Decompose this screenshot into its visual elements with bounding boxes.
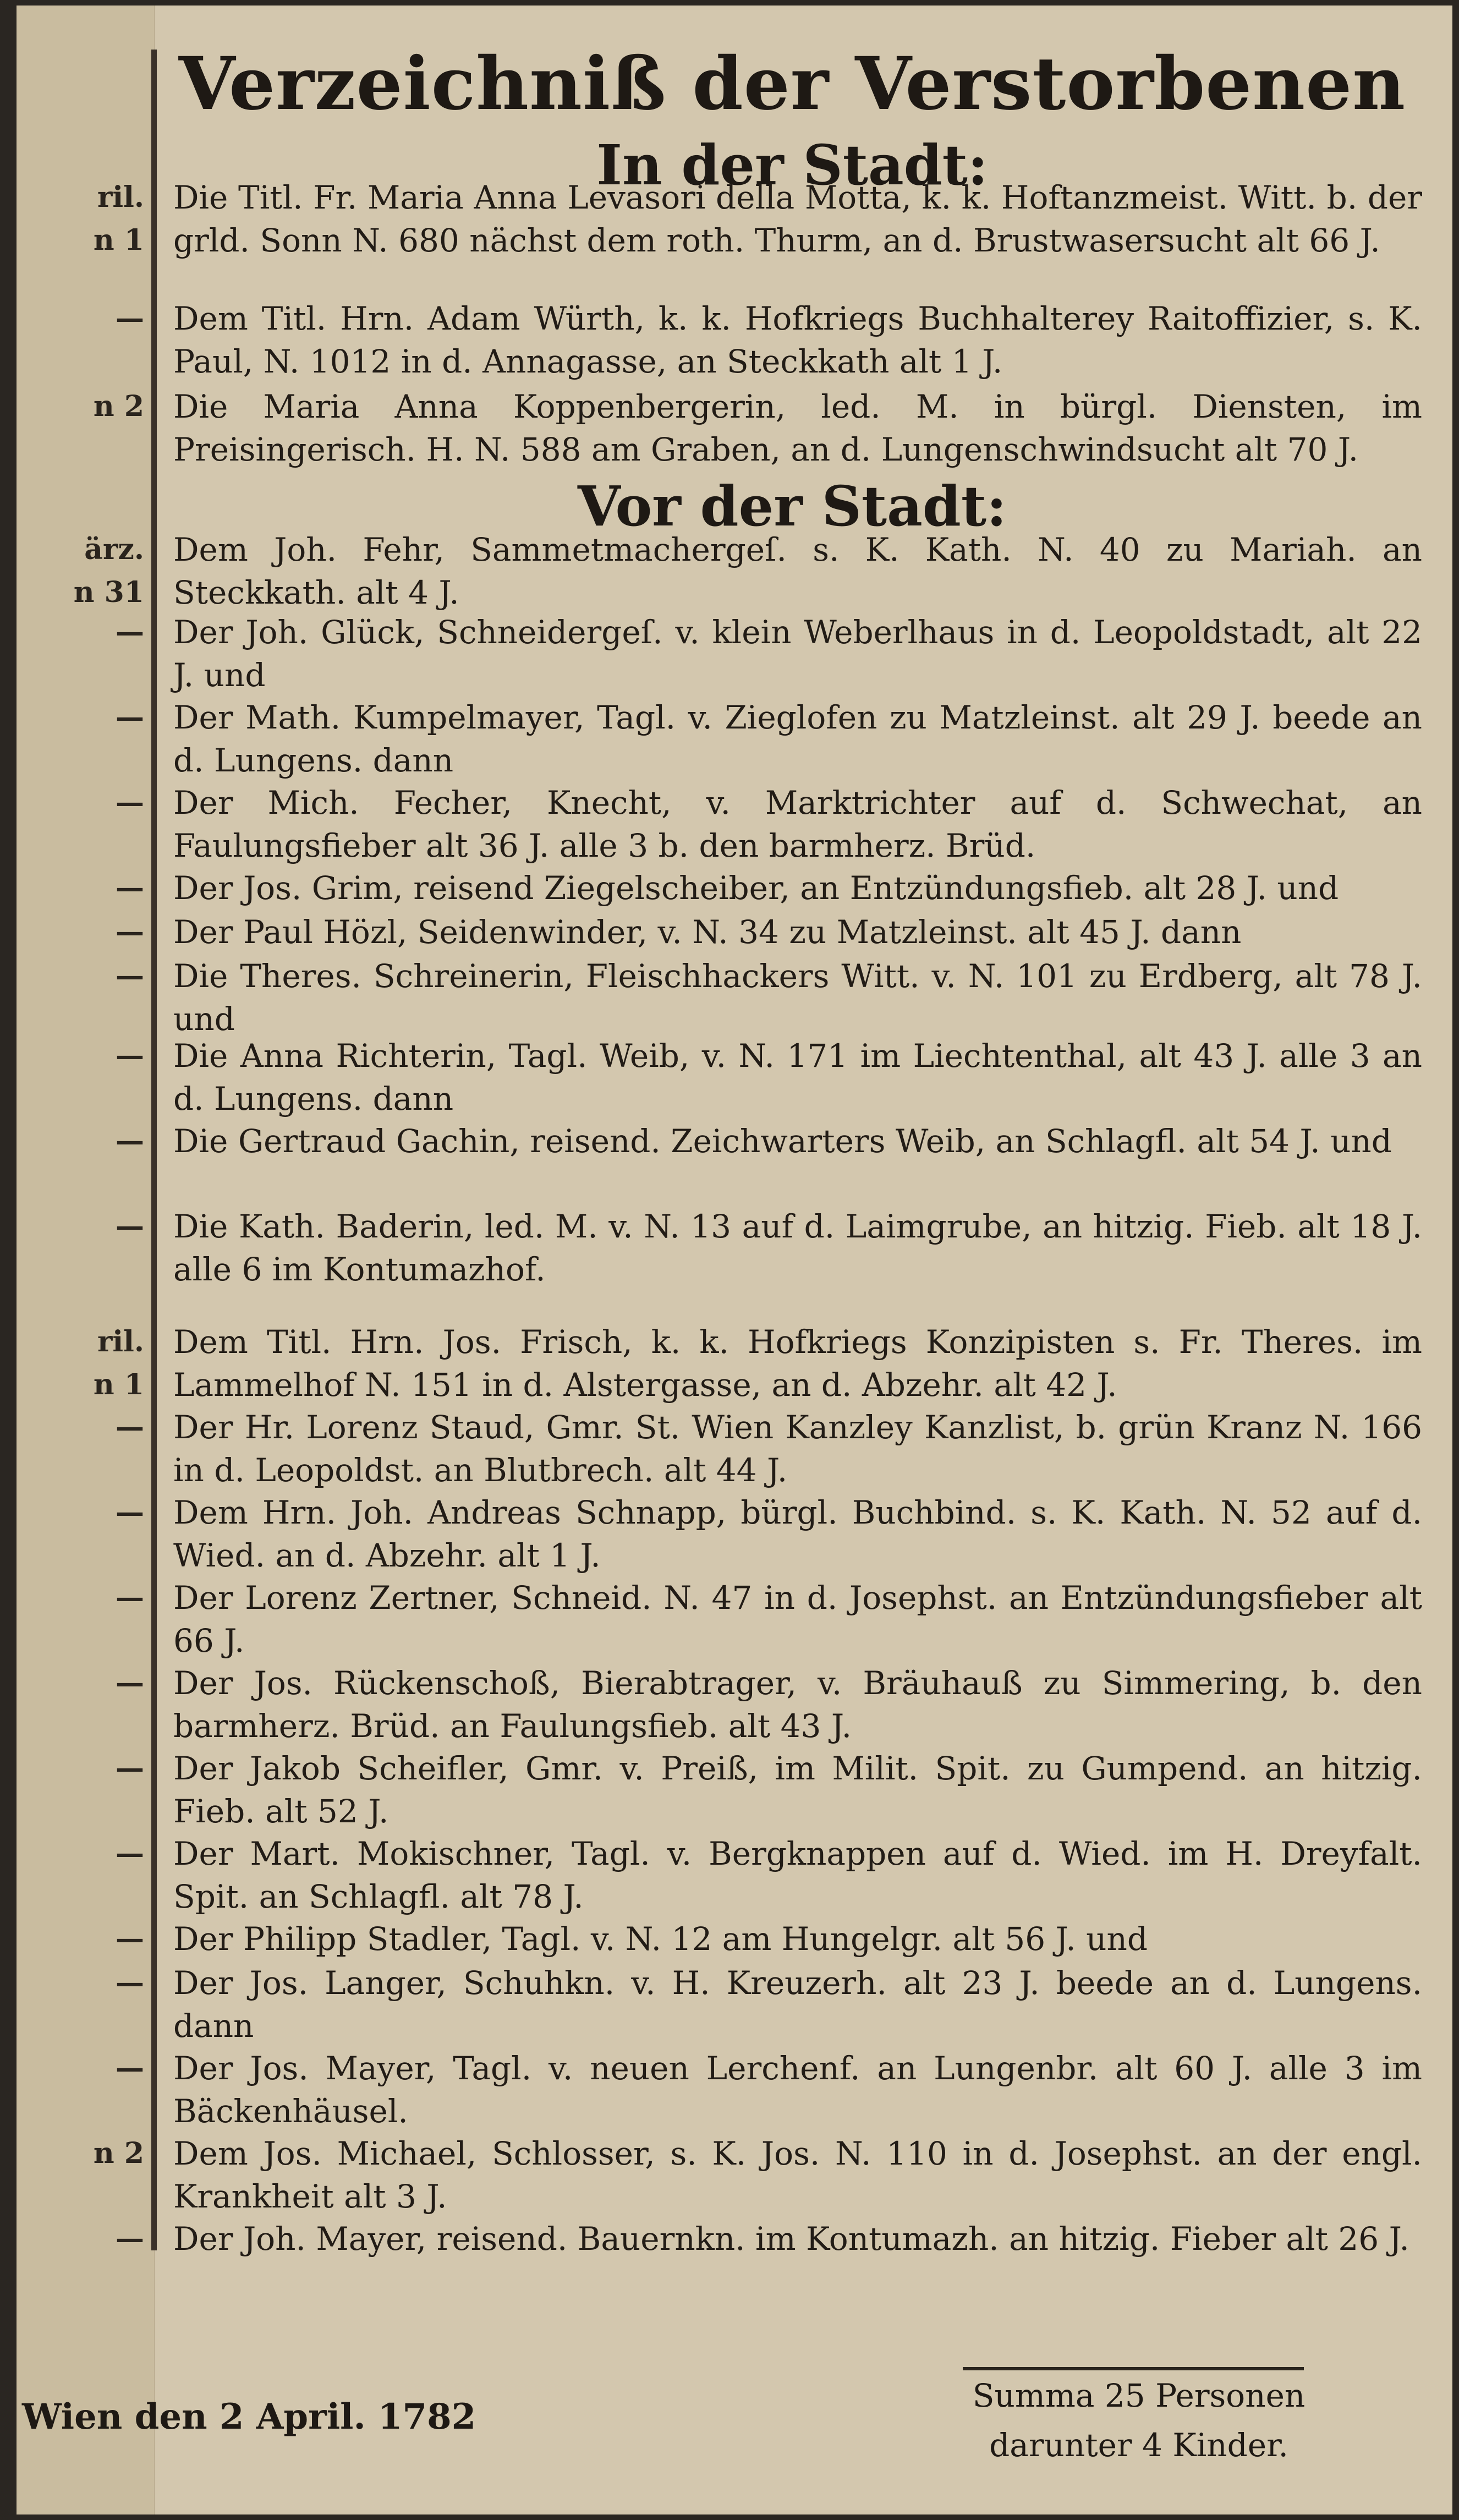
entry-date-mark: — — [116, 1581, 144, 1614]
entry-date-mark: — — [116, 1966, 144, 1999]
entry-date-mark: — — [116, 1837, 144, 1870]
entry-date-mark: — — [116, 1209, 144, 1243]
entry-text: Der Hr. Lorenz Staud, Gmr. St. Wien Kanzley Kanzlist, b. grün Kranz N. 166 in d. Leopoldst. an Blutbrech. alt 44 J. — [173, 1409, 1422, 1489]
entry-date-mark: — — [116, 1039, 144, 1072]
entry-date-mark: — — [116, 1410, 144, 1444]
entry-date-mark: n 2 — [93, 2136, 144, 2170]
entry-date-mark: — — [116, 959, 144, 993]
entry-text: Der Mart. Mokischner, Tagl. v. Bergknappen auf d. Wied. im H. Dreyfalt. Spit. an Schlagfl. alt 78 J. — [173, 1835, 1422, 1915]
document-title: Verzeichniß der Verstorbenen — [178, 41, 1406, 127]
margin-rule — [151, 50, 157, 2250]
entry-date-mark: ärz. n 31 — [73, 533, 144, 609]
entry-date-mark: ril. n 1 — [93, 1325, 144, 1401]
entry-date-mark: — — [116, 302, 144, 335]
entry-text: Der Jos. Grim, reisend Ziegelscheiber, an Entzündungsfieb. alt 28 J. und — [173, 869, 1339, 907]
entry-date-mark: — — [116, 700, 144, 734]
entry-date-mark: — — [116, 1666, 144, 1700]
section-heading-outside: Vor der Stadt: — [578, 474, 1007, 539]
entry-text: Der Philipp Stadler, Tagl. v. N. 12 am Hungelgr. alt 56 J. und — [173, 1920, 1148, 1958]
entry-text: Dem Titl. Hrn. Adam Würth, k. k. Hofkriegs Buchhalterey Raitoffizier, s. K. Paul, N. 1012 in d. Annagasse, an Steckkath alt 1 J. — [173, 300, 1422, 380]
entry-date-mark: — — [116, 1495, 144, 1529]
entry-date-mark: — — [116, 615, 144, 649]
entry-text: Der Jos. Mayer, Tagl. v. neuen Lerchenf. an Lungenbr. alt 60 J. alle 3 im Bäckenhäusel. — [173, 2050, 1422, 2130]
entry-date-mark: — — [116, 915, 144, 949]
entry-text: Der Math. Kumpelmayer, Tagl. v. Zieglofen zu Matzleinst. alt 29 J. beede an d. Lungens. dann — [173, 699, 1422, 779]
entry-date-mark: — — [116, 1751, 144, 1785]
total-persons: Summa 25 Personen — [972, 2377, 1306, 2414]
entry-text: Dem Titl. Hrn. Jos. Frisch, k. k. Hofkriegs Konzipisten s. Fr. Theres. im Lammelhof N. 151 in d. Alstergasse, an d. Abzehr. alt 42 J. — [173, 1323, 1422, 1404]
document-page — [17, 6, 1452, 2514]
entry-text: Dem Joh. Fehr, Sammetmachergeſ. s. K. Kath. N. 40 zu Mariah. an Steckkath. alt 4 J. — [173, 531, 1422, 611]
entry-date-mark: — — [116, 2051, 144, 2085]
entry-date-mark: — — [116, 1124, 144, 1158]
entry-text: Der Jos. Langer, Schuhkn. v. H. Kreuzerh. alt 23 J. beede an d. Lungens. dann — [173, 1964, 1422, 2045]
entry-text: Der Paul Hözl, Seidenwinder, v. N. 34 zu Matzleinst. alt 45 J. dann — [173, 913, 1242, 951]
entry-date-mark: ril. n 1 — [93, 180, 144, 257]
total-rule — [963, 2367, 1304, 2370]
entry-text: Der Jakob Scheifler, Gmr. v. Preiß, im Milit. Spit. zu Gumpend. an hitzig. Fieb. alt 52 J. — [173, 1750, 1422, 1830]
entry-text: Der Jos. Rückenschoß, Bierabtrager, v. Bräuhauß zu Simmering, b. den barmherz. Brüd. an Faulungsfieb. alt 43 J. — [173, 1664, 1422, 1745]
entry-date-mark: n 2 — [93, 390, 144, 423]
entry-text: Die Titl. Fr. Maria Anna Levasori della Motta, k. k. Hoftanzmeist. Witt. b. der grld. Sonn N. 680 nächst dem roth. Thurm, an d. Brustwasersucht alt 66 J. — [173, 179, 1422, 259]
total-children: darunter 4 Kinder. — [989, 2426, 1288, 2464]
entry-date-mark: — — [116, 871, 144, 905]
entry-text: Die Maria Anna Koppenbergerin, led. M. in bürgl. Diensten, im Preisingerisch. H. N. 588 am Graben, an d. Lungenschwindsucht alt 70 J. — [173, 388, 1422, 468]
entry-text: Die Kath. Baderin, led. M. v. N. 13 auf d. Laimgrube, an hitzig. Fieb. alt 18 J. alle 6 im Kontumazhof. — [173, 1208, 1422, 1288]
entry-date-mark: — — [116, 2222, 144, 2255]
entry-text: Die Anna Richterin, Tagl. Weib, v. N. 171 im Liechtenthal, alt 43 J. alle 3 an d. Lungens. dann — [173, 1037, 1422, 1117]
footer — [17, 2366, 1447, 2503]
entry-text: Dem Hrn. Joh. Andreas Schnapp, bürgl. Buchbind. s. K. Kath. N. 52 auf d. Wied. an d. Abzehr. alt 1 J. — [173, 1494, 1422, 1574]
section-heading-city: In der Stadt: — [596, 133, 988, 198]
entry-date-mark: — — [116, 1922, 144, 1955]
entry-text: Die Theres. Schreinerin, Fleischhackers Witt. v. N. 101 zu Erdberg, alt 78 J. und — [173, 957, 1422, 1038]
entry-text: Der Joh. Glück, Schneidergeſ. v. klein Weberlhaus in d. Leopoldstadt, alt 22 J. und — [173, 613, 1422, 694]
entry-text: Die Gertraud Gachin, reisend. Zeichwarters Weib, an Schlagfl. alt 54 J. und — [173, 1122, 1392, 1160]
entry-text: Der Mich. Fecher, Knecht, v. Marktrichter auf d. Schwechat, an Faulungsfieber alt 36 J. alle 3 b. den barmherz. Brüd. — [173, 784, 1422, 864]
entry-text: Dem Jos. Michael, Schlosser, s. K. Jos. N. 110 in d. Josephst. an der engl. Krankheit alt 3 J. — [173, 2135, 1422, 2215]
entry-date-mark: — — [116, 786, 144, 819]
entry-text: Der Lorenz Zertner, Schneid. N. 47 in d. Josephst. an Entzündungsfieber alt 66 J. — [173, 1579, 1422, 1659]
entry-text: Der Joh. Mayer, reisend. Bauernkn. im Kontumazh. an hitzig. Fieber alt 26 J. — [173, 2220, 1409, 2258]
signoff-date: Wien den 2 April. 1782 — [22, 2396, 476, 2437]
